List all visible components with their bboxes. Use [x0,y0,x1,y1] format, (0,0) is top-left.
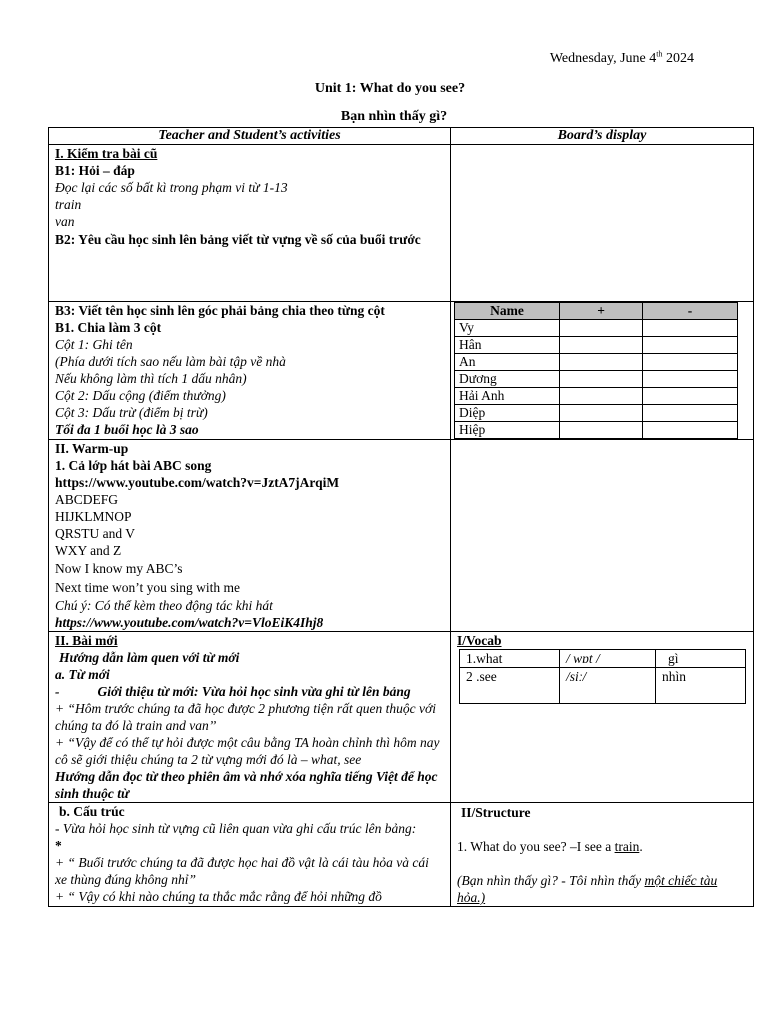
table-row [49,440,754,632]
plus-cell [560,354,643,371]
teacher-quote: + “ Buổi trước chúng ta đã được học hai đồ vật là cái tàu hỏa và cái xe thùng đúng không nhỉ” [55,855,429,887]
teacher-quote: + “Vậy để có thể tự hỏi được một câu bằng TA hoàn chỉnh thì hôm nay cô sẽ giới thiệu chúng ta 2 từ vựng mới đó là – what, see [55,735,440,767]
vocab-word: 2 .see [460,668,560,704]
table-row [455,388,738,405]
structure-end: . [639,839,643,854]
date-year: 2024 [662,51,694,66]
vocab-ipa: / wɒt / [560,650,656,668]
new-lesson-heading: II. Bài mới [55,633,118,648]
vocab-board-cell [451,632,754,803]
board-empty-cell [451,145,754,302]
col1-note2: Nếu không làm thì tích 1 dấu nhân) [55,371,247,386]
new-lesson-guide: Hướng dẫn làm quen với từ mới [59,650,240,665]
word-van: van [55,214,75,229]
intro-dash: - [55,684,60,699]
lyric-line: Now I know my ABC’s [55,561,183,576]
names-header-name: Name [455,303,560,320]
plus-cell [560,371,643,388]
warmup-note: Chú ý: Có thể kèm theo động tác khi hát [55,598,273,613]
student-name: Hải Anh [455,388,560,405]
structure-board-cell [451,803,754,907]
structure-sentence: 1. What do you see? –I see a [457,839,615,854]
dance-video-link[interactable]: https://www.youtube.com/watch?v=VloEiK4Ihj8 [55,615,324,630]
reading-guide: Hướng dẫn đọc từ theo phiên âm và nhớ xóa nghĩa tiếng Việt để học sinh thuộc từ [55,769,438,801]
col-header-activities: Teacher and Student’s activities [49,128,451,145]
col1-note: (Phía dưới tích sao nếu làm bài tập về nhà [55,354,286,369]
section-heading: I. Kiểm tra bài cũ [55,146,158,161]
table-row [460,668,746,704]
vocab-meaning: nhìn [656,668,746,704]
table-row [460,650,746,668]
table-row [455,354,738,371]
table-row [455,320,738,337]
structure-cell [49,803,451,907]
lyric-line: ABCDEFG [55,492,119,507]
step-split: B1. Chia làm 3 cột [55,320,162,335]
student-name: An [455,354,560,371]
minus-cell [642,337,737,354]
vocab-meaning: gì [656,650,746,668]
warmup-cell [49,440,451,632]
minus-cell [642,371,737,388]
names-board-cell [451,302,754,440]
vocab-heading: I/Vocab [457,633,502,648]
table-row [49,632,754,803]
plus-cell [560,405,643,422]
structure-translation: (Bạn nhìn thấy gì? - Tôi nhìn thấy [457,873,645,888]
names-header-plus: + [560,303,643,320]
new-lesson-cell [49,632,451,803]
table-row [455,337,738,354]
minus-cell [642,320,737,337]
structure-desc: - Vừa hỏi học sinh từ vựng cũ liên quan vừa ghi cấu trúc lên bảng: [55,821,417,836]
date-text: Wednesday, June 4 [549,51,657,66]
plus-cell [560,320,643,337]
section-review-cell [49,145,451,302]
col-header-board: Board’s display [451,128,754,145]
sub-heading-vocab: a. Từ mới [55,667,110,682]
minus-cell [642,354,737,371]
step-b1-desc: Đọc lại các số bất kì trong phạm vi từ 1-13 [55,180,288,195]
intro-text: Giới thiệu từ mới: Vừa hỏi học sinh vừa ghi từ lên bảng [97,684,411,699]
table-row [455,371,738,388]
lyric-line: Next time won’t you sing with me [55,580,240,595]
table-row [49,145,754,302]
plus-cell [560,337,643,354]
minus-cell [642,422,737,439]
structure-heading: b. Cấu trúc [59,804,125,819]
step-b2: B2: Yêu cầu học sinh lên bảng viết từ vựng về số của buổi trước [55,232,421,247]
vocab-ipa: /siː/ [560,668,656,704]
date-suffix-sup: th [656,49,663,59]
structure-translation-underlined: một chiếc tàu hỏa.) [457,873,718,905]
teacher-quote: + “Hôm trước chúng ta đã học được 2 phương tiện rất quen thuộc với chúng ta đó là train and van’’ [55,701,436,733]
lesson-subtitle: Bạn nhìn thấy gì? [340,109,448,124]
vocab-table [459,649,746,704]
col3-desc: Cột 3: Dấu trừ (điểm bị trừ) [55,405,208,420]
table-row [455,422,738,439]
board-empty-cell [451,440,754,632]
lesson-table [48,127,754,907]
names-header-row [455,303,738,320]
structure-star: * [55,838,62,853]
names-header-minus: - [642,303,737,320]
student-name: Diệp [455,405,560,422]
table-row [49,803,754,907]
lyric-line: QRSTU and V [55,526,136,541]
step-b1: B1: Hỏi – đáp [55,163,135,178]
plus-cell [560,388,643,405]
word-train: train [55,197,82,212]
section-b3-cell [49,302,451,440]
col1-desc: Cột 1: Ghi tên [55,337,133,352]
minus-cell [642,388,737,405]
plus-cell [560,422,643,439]
student-name: Hân [455,337,560,354]
warmup-heading: II. Warm-up [55,441,129,456]
lyric-line: WXY and Z [55,543,122,558]
col2-desc: Cột 2: Dấu cộng (điểm thưởng) [55,388,226,403]
table-header-row [49,128,754,145]
student-name: Vy [455,320,560,337]
warmup-step1: 1. Cả lớp hát bài ABC song [55,458,212,473]
step-b3: B3: Viết tên học sinh lên góc phải bảng chia theo từng cột [55,303,385,318]
student-name: Hiệp [455,422,560,439]
table-row [455,405,738,422]
lesson-title: Unit 1: What do you see? [314,81,466,96]
structure-word: train [614,839,640,854]
student-name: Dương [455,371,560,388]
vocab-word: 1.what [460,650,560,668]
lyric-line: HIJKLMNOP [55,509,132,524]
minus-cell [642,405,737,422]
date-line [550,50,694,67]
names-table [454,302,738,439]
max-stars: Tối đa 1 buổi học là 3 sao [55,422,199,437]
structure-board-heading: II/Structure [461,805,531,820]
abc-song-link[interactable]: https://www.youtube.com/watch?v=JztA7jArqiM [55,475,340,490]
table-row [49,302,754,440]
teacher-quote: + “ Vậy có khi nào chúng ta thắc mắc rằng để hỏi những đồ [55,889,382,904]
